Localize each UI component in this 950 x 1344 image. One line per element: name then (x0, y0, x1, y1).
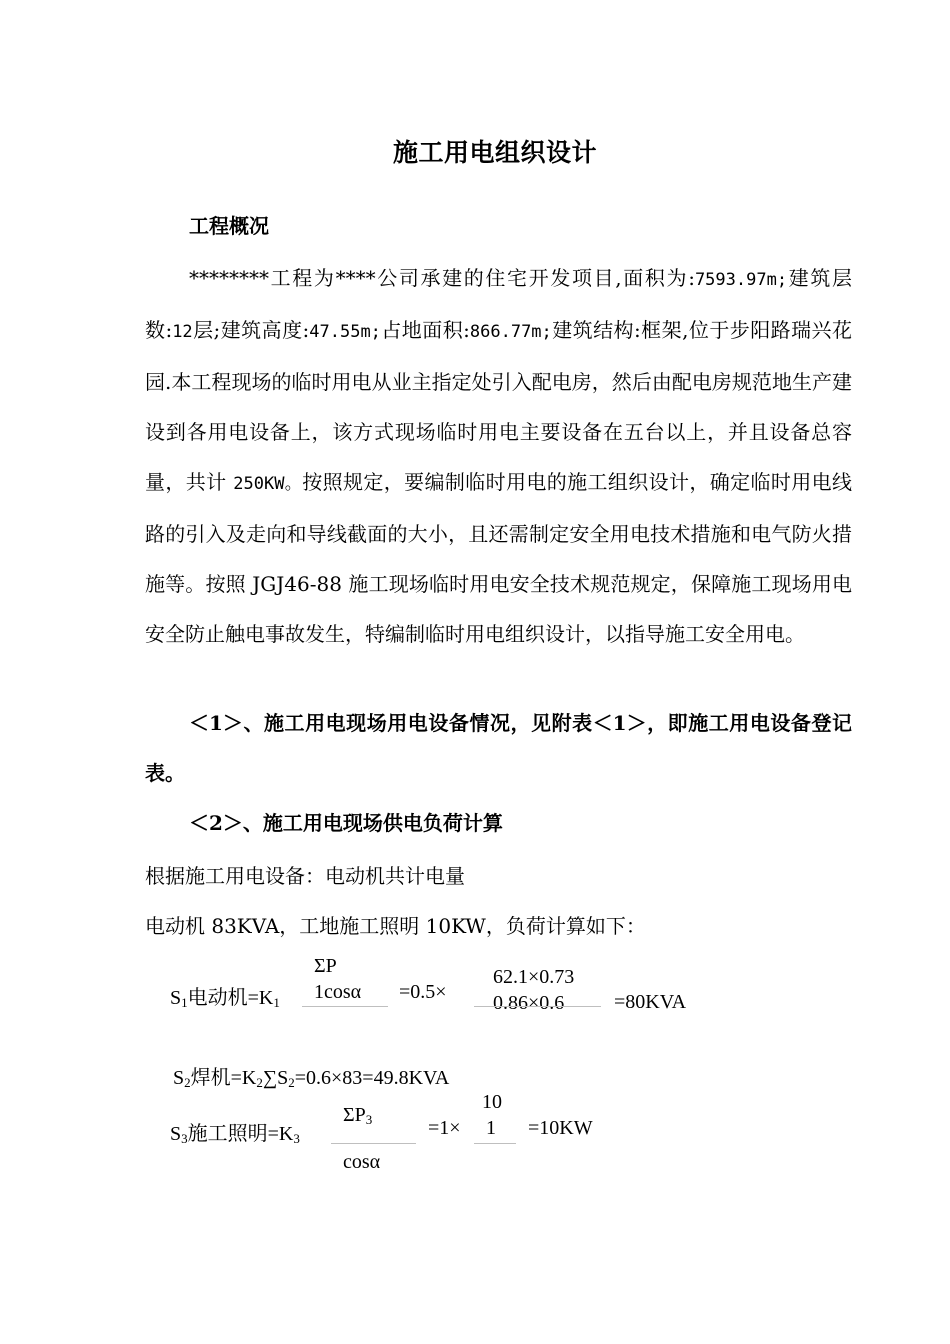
overview-height-value: 47.55m; (309, 322, 381, 342)
formula-1-fraction-bar-2 (474, 1006, 601, 1007)
formula-3-lhs: $S_3$施工照明$=K_3$ (170, 1123, 300, 1146)
formula-1-fraction-bar (302, 1006, 388, 1007)
formula-3-coefficient: =1× (428, 1117, 461, 1139)
formula-1-denominator: 1cosα (314, 981, 362, 1003)
formula-3-result: =10KW (528, 1117, 593, 1139)
document-title: 施工用电组织设计 (392, 138, 597, 167)
formula-2: $S_2$焊机$=K_2\sum S_2=0.6\times 83=49.8KVA$ (173, 1067, 450, 1090)
basis-line-2: 电动机 83KVA，工地施工照明 10KW，负荷计算如下： (145, 914, 646, 938)
overview-text: 建筑层数: (145, 266, 852, 342)
overview-text: 层;建筑高度: (192, 318, 310, 342)
overview-text: 按照规定，要编制临时用电的施工组织设计，确定临时用电线路的引入及走向和导线截面的大小，且还需制定安全用电技术措施和电气防火措施等。按照 JGJ46-88 施工现场临时用电安全技术规范规定，保障施工现场用电安全防止触电事故发生，特编制临时用电组织设计，以指导施工安全用电。 (145, 470, 852, 646)
overview-text: ********工程为****公司承建的住宅开发项目,面积为: (189, 266, 695, 290)
overview-area-value: 7593.97m; (694, 270, 788, 290)
item-2-heading: ＜2＞、施工用电现场供电负荷计算 (189, 811, 503, 835)
basis-line-1: 根据施工用电设备：电动机共计电量 (145, 864, 465, 888)
formula-3-denominator-2: 1 (486, 1117, 496, 1139)
formula-3-numerator-2: 10 (482, 1091, 502, 1113)
formula-1-denominator-2: 0.86×0.6 (493, 992, 565, 1014)
formula-1-lhs: $S_1$电动机$=K_1$ (170, 987, 280, 1010)
formula-3-fraction-bar-2 (474, 1143, 516, 1144)
overview-paragraph (145, 253, 852, 659)
formula-1-result: =80KVA (614, 991, 687, 1013)
section-heading: 工程概况 (189, 214, 269, 238)
formula-1-coefficient: =0.5× (399, 981, 447, 1003)
formula-1-numerator-2: 62.1×0.73 (493, 966, 575, 988)
formula-1-numerator: ΣP (314, 955, 337, 977)
overview-text: 占地面积: (380, 318, 470, 342)
overview-floors-value: 12 (172, 322, 193, 342)
formula-3-denominator: cosα (343, 1151, 381, 1173)
formula-3-numerator: $\Sigma P_3$ (343, 1104, 373, 1127)
overview-capacity-value: 250KW。 (233, 474, 303, 494)
overview-text: 建筑结构:框架,位于步阳路瑞兴花园.本工程现场的临时用电从业主指定处引入配电房，然后由配电房规范地生产建设到各用电设备上，该方式现场临时用电主要设备在五台以上，并且设备总容量，共计 (145, 318, 852, 494)
item-1-heading: ＜1＞、施工用电现场用电设备情况，见附表＜1＞，即施工用电设备登记表。 (145, 711, 852, 785)
overview-site-area-value: 866.77m; (469, 322, 552, 342)
formula-3-fraction-bar (331, 1143, 416, 1144)
